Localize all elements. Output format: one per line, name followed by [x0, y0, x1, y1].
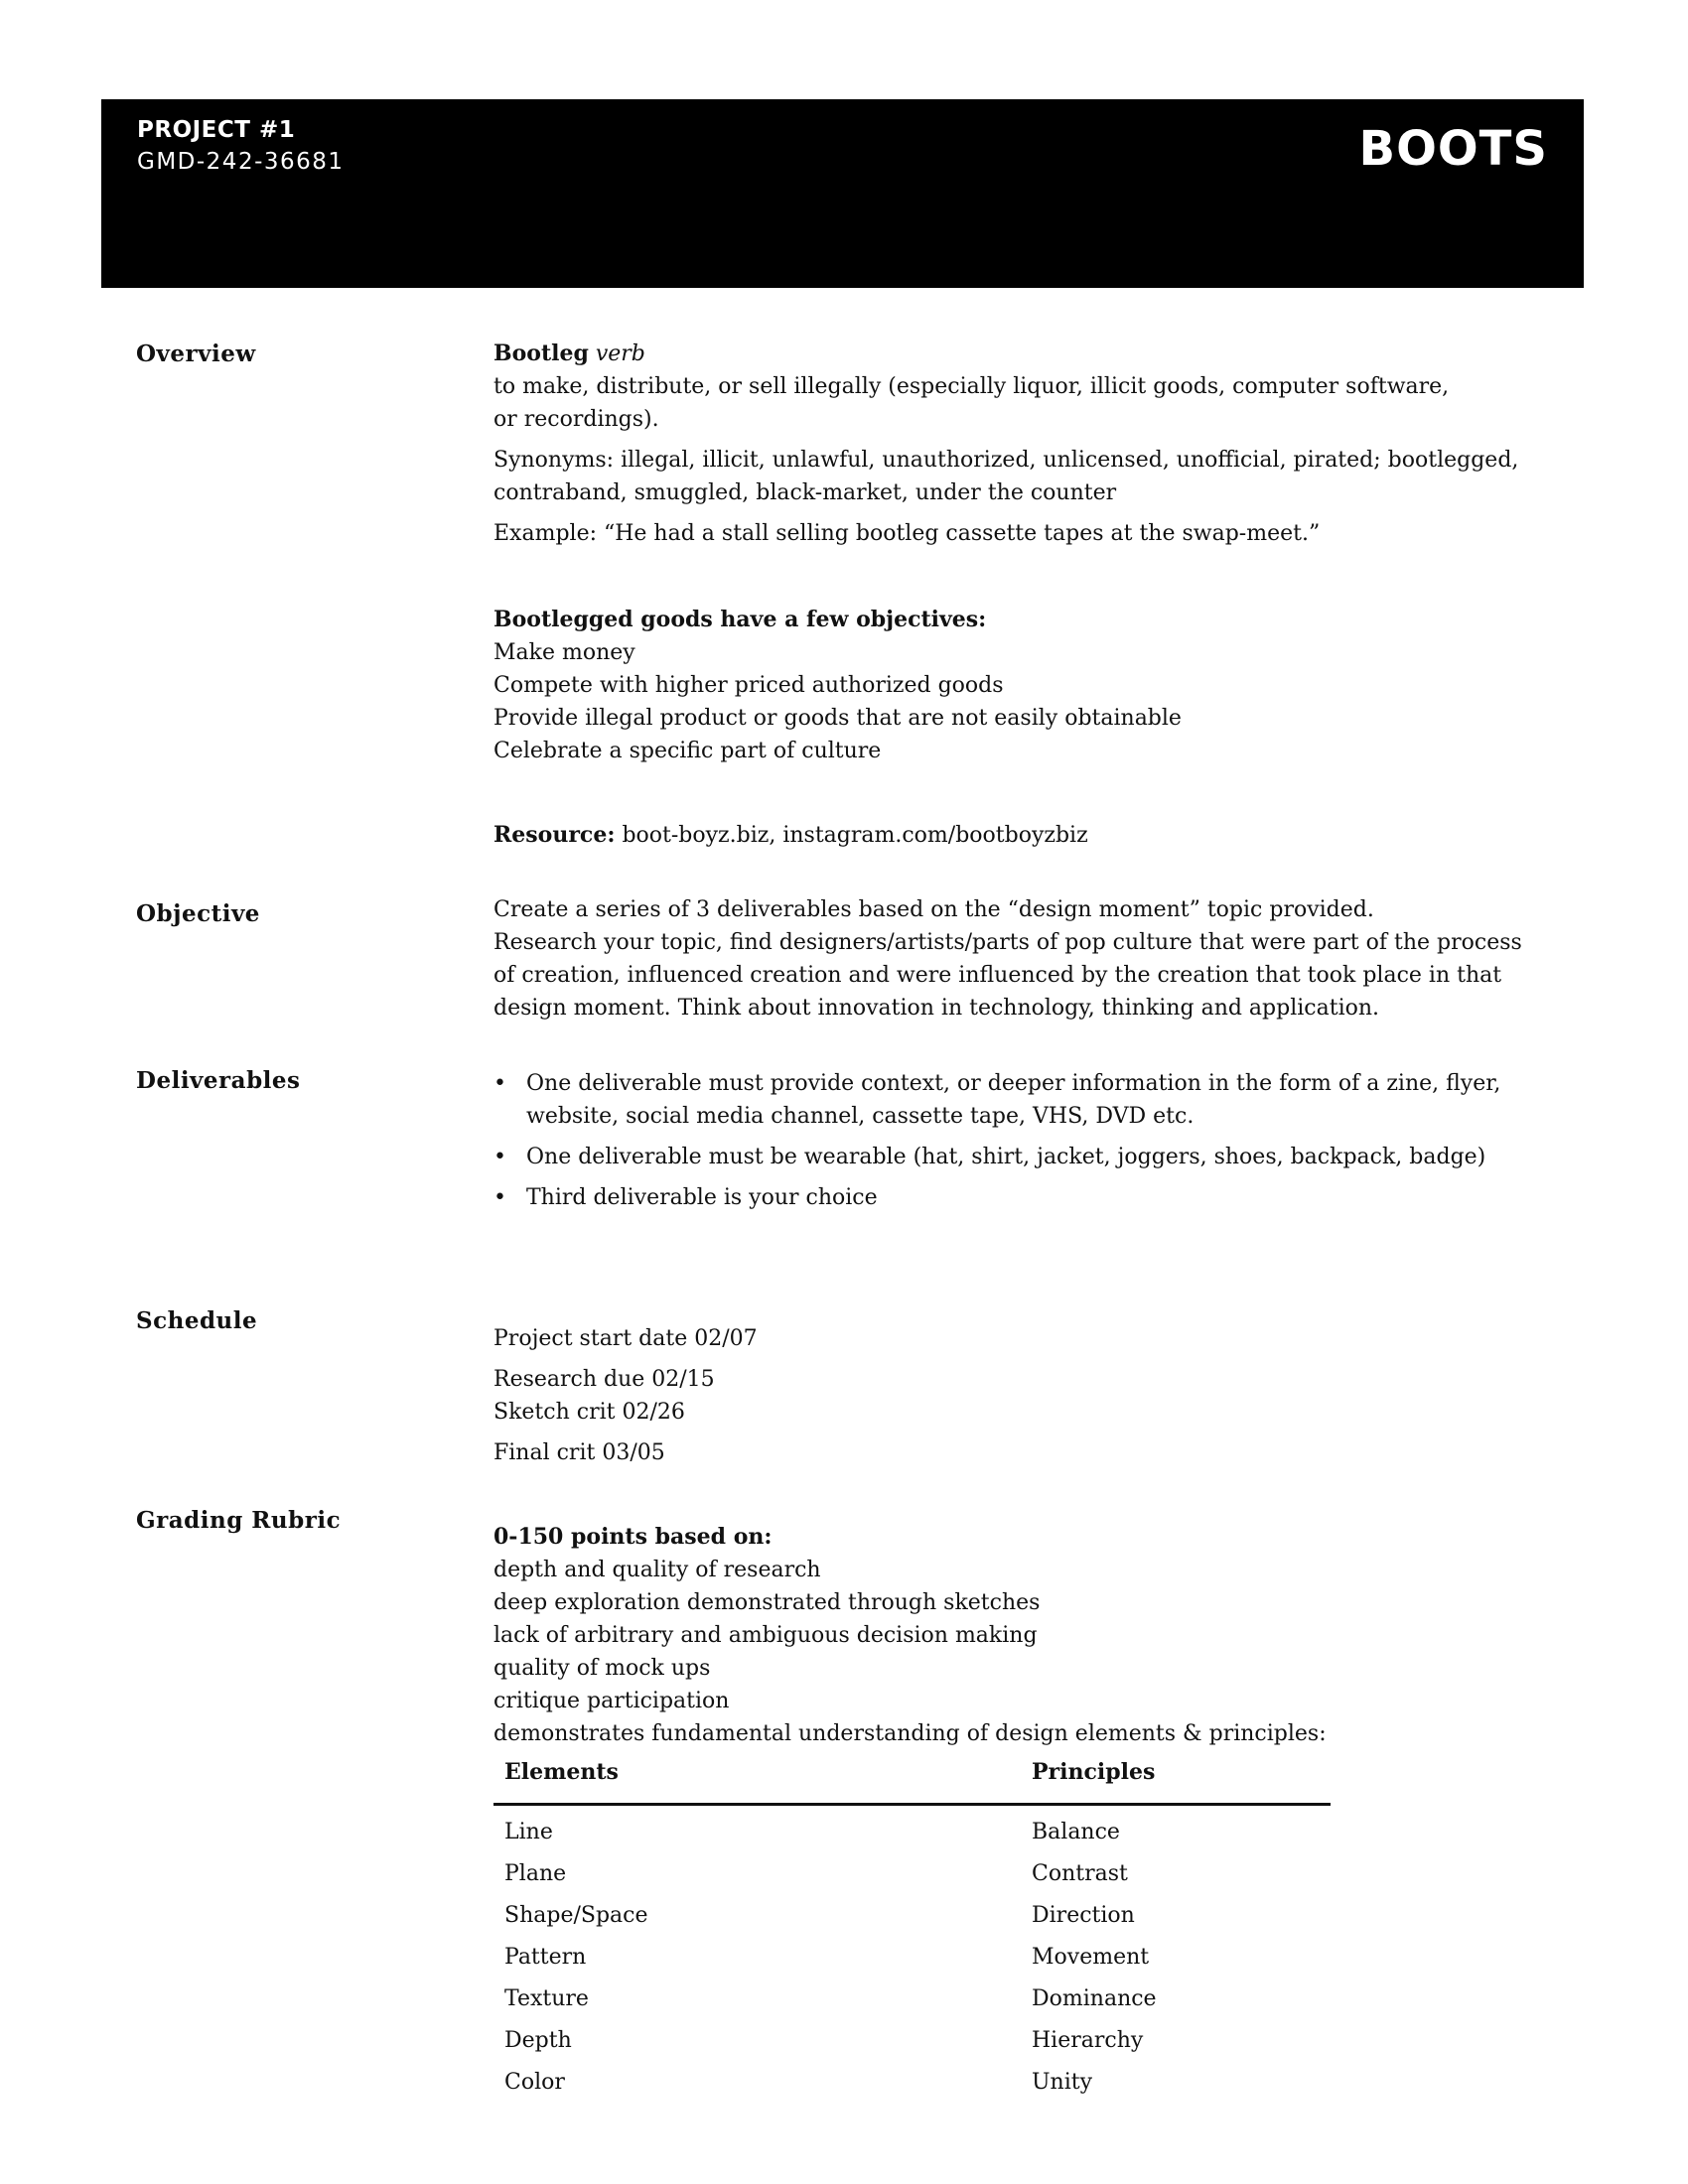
schedule-item: Sketch crit 02/26	[493, 1400, 685, 1425]
course-code: GMD-242-36681	[137, 149, 345, 175]
table-row	[493, 1806, 1331, 1847]
grading-criterion: depth and quality of research	[493, 1558, 821, 1582]
term: Bootleg	[493, 341, 589, 366]
synonyms-line-2: contraband, smuggled, black-market, under the counter	[493, 480, 1117, 505]
project-title: BOOTS	[1358, 121, 1548, 177]
deliverables-list	[493, 1067, 1526, 1214]
grading-criterion: lack of arbitrary and ambiguous decision making	[493, 1623, 1038, 1648]
objective-content	[493, 893, 1522, 1024]
resource-label: Resource:	[493, 822, 616, 848]
table-row	[493, 2056, 1331, 2098]
element-cell: Shape/Space	[504, 1903, 648, 1928]
schedule-item: Final crit 03/05	[493, 1440, 665, 1465]
table-row	[493, 1973, 1331, 2014]
section-label-grading: Grading Rubric	[136, 1507, 342, 1534]
grading-content	[493, 1521, 1327, 1750]
column-header-principles: Principles	[1032, 1759, 1156, 1785]
schedule-item: Research due 02/15	[493, 1367, 715, 1392]
table-row	[493, 2014, 1331, 2056]
section-label-overview: Overview	[136, 341, 256, 367]
table-row	[493, 1931, 1331, 1973]
element-cell: Line	[504, 1820, 553, 1844]
objective-item: Compete with higher priced authorized goods	[493, 673, 1004, 698]
grading-criterion: critique participation	[493, 1689, 730, 1713]
resource-value: boot-boyz.biz, instagram.com/bootboyzbiz	[622, 823, 1088, 848]
section-label-objective: Objective	[136, 900, 260, 927]
resource-line	[493, 819, 1088, 852]
term-line	[493, 338, 1518, 370]
element-cell: Color	[504, 2070, 565, 2095]
bullet-icon: •	[493, 1145, 506, 1169]
section-label-schedule: Schedule	[136, 1307, 258, 1334]
principle-cell: Balance	[1032, 1820, 1120, 1844]
objectives-heading: Bootlegged goods have a few objectives:	[493, 607, 987, 632]
table-header	[493, 1755, 1331, 1806]
example-line: Example: “He had a stall selling bootleg cassette tapes at the swap-meet.”	[493, 521, 1321, 546]
grading-criterion: deep exploration demonstrated through sketches	[493, 1590, 1041, 1615]
part-of-speech: verb	[595, 341, 645, 366]
objective-line: of creation, influenced creation and were influenced by the creation that took place in that	[493, 963, 1502, 988]
objective-item: Make money	[493, 640, 635, 665]
list-item: • One deliverable must provide context, or deeper information in the form of a zine, flyer, website, social media channel, cassette tape, VHS, DVD etc.	[493, 1067, 1526, 1133]
objective-line: Research your topic, find designers/artists/parts of pop culture that were part of the process	[493, 930, 1522, 955]
objective-line: design moment. Think about innovation in technology, thinking and application.	[493, 996, 1380, 1021]
principle-cell: Contrast	[1032, 1861, 1128, 1886]
principle-cell: Hierarchy	[1032, 2028, 1144, 2053]
list-item: • Third deliverable is your choice	[493, 1181, 1526, 1214]
bootleg-objectives	[493, 604, 1182, 767]
table-row	[493, 1889, 1331, 1931]
element-cell: Plane	[504, 1861, 567, 1886]
synonyms-line-1: Synonyms: illegal, illicit, unlawful, unauthorized, unlicensed, unofficial, pirated; bootlegged,	[493, 448, 1519, 473]
elements-principles-table	[493, 1755, 1331, 2098]
schedule-item: Project start date 02/07	[493, 1326, 758, 1351]
principle-cell: Direction	[1032, 1903, 1135, 1928]
element-cell: Pattern	[504, 1945, 587, 1970]
bullet-icon: •	[493, 1185, 506, 1210]
schedule-content	[493, 1322, 758, 1469]
table-row	[493, 1847, 1331, 1889]
principle-cell: Dominance	[1032, 1986, 1157, 2011]
deliverables-content	[493, 1067, 1526, 1222]
grading-criterion: quality of mock ups	[493, 1656, 711, 1681]
principle-cell: Unity	[1032, 2070, 1093, 2095]
principle-cell: Movement	[1032, 1945, 1150, 1970]
objective-line: Create a series of 3 deliverables based on the “design moment” topic provided.	[493, 897, 1374, 922]
project-header	[101, 99, 1584, 288]
list-item: • One deliverable must be wearable (hat, shirt, jacket, joggers, shoes, backpack, badge)	[493, 1141, 1526, 1173]
section-label-deliverables: Deliverables	[136, 1067, 301, 1094]
definition-line-1: to make, distribute, or sell illegally (especially liquor, illicit goods, computer software,	[493, 374, 1450, 399]
bullet-icon: •	[493, 1071, 506, 1096]
grading-heading: 0-150 points based on:	[493, 1524, 773, 1550]
grading-criterion: demonstrates fundamental understanding of design elements & principles:	[493, 1721, 1327, 1746]
objective-item: Provide illegal product or goods that are not easily obtainable	[493, 706, 1182, 731]
element-cell: Depth	[504, 2028, 572, 2053]
element-cell: Texture	[504, 1986, 589, 2011]
project-number: PROJECT #1	[137, 117, 296, 143]
overview-content	[493, 338, 1518, 550]
objective-item: Celebrate a specific part of culture	[493, 739, 882, 763]
definition-line-2: or recordings).	[493, 407, 659, 432]
column-header-elements: Elements	[504, 1759, 619, 1785]
